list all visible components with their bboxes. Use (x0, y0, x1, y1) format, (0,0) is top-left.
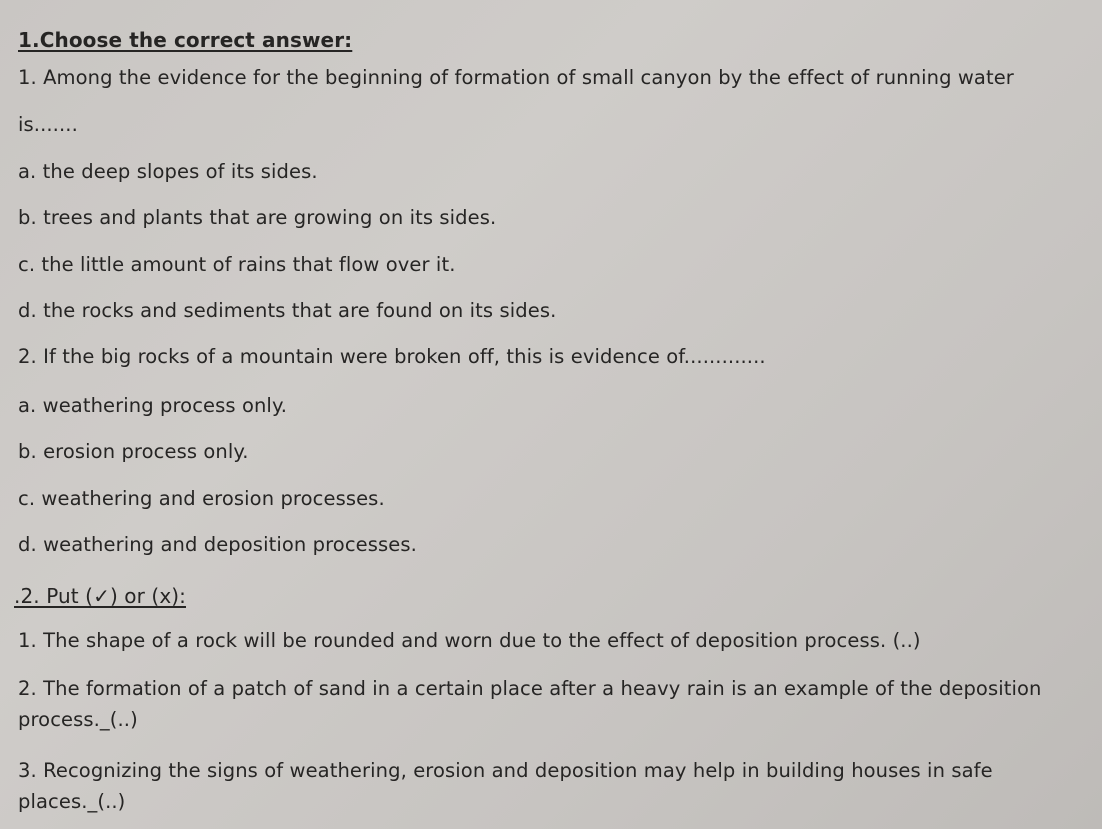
question-2-option-b: b. erosion process only. (18, 440, 249, 463)
question-1-option-d: d. the rocks and sediments that are found on its sides. (18, 299, 557, 322)
question-1-text-line-1: 1. Among the evidence for the beginning of formation of small canyon by the effect of running water (18, 66, 1014, 89)
question-2-option-c: c. weathering and erosion processes. (18, 487, 385, 510)
question-2-text: 2. If the big rocks of a mountain were broken off, this is evidence of............. (18, 345, 766, 368)
section-1-title: 1.Choose the correct answer: (18, 28, 353, 52)
statement-1: 1. The shape of a rock will be rounded and worn due to the effect of deposition process. (..) (18, 629, 921, 652)
question-1-option-a: a. the deep slopes of its sides. (18, 160, 318, 183)
section-2-title: .2. Put (✓) or (x): (14, 584, 186, 608)
statement-2-line-1: 2. The formation of a patch of sand in a certain place after a heavy rain is an example of the deposition (18, 677, 1042, 700)
question-1-option-b: b. trees and plants that are growing on its sides. (18, 206, 497, 229)
question-2-option-d: d. weathering and deposition processes. (18, 533, 417, 556)
question-1-option-c: c. the little amount of rains that flow over it. (18, 253, 456, 276)
statement-3-line-2: places._(..) (18, 790, 126, 813)
question-2-option-a: a. weathering process only. (18, 394, 288, 417)
statement-2-line-2: process._(..) (18, 708, 138, 731)
statement-3-line-1: 3. Recognizing the signs of weathering, erosion and deposition may help in building houses in safe (18, 759, 993, 782)
question-1-text-line-2: is....... (18, 113, 78, 136)
